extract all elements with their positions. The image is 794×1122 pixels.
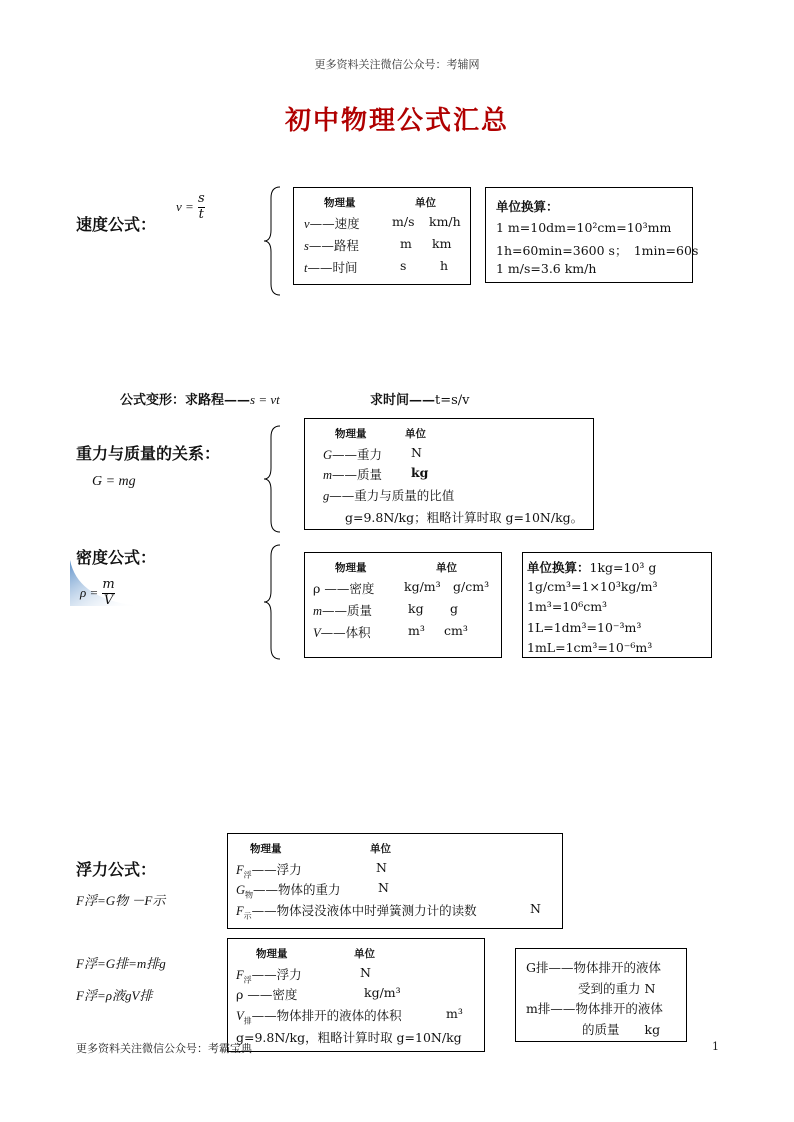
- density-row-unit: kg/m³: [404, 579, 441, 594]
- speed-deform-time: [370, 389, 470, 408]
- speed-header-unit: 单位: [415, 197, 436, 209]
- speed-formula-lhs: v =: [176, 198, 194, 214]
- density-row-unit: kg: [408, 601, 424, 616]
- density-conv-title: 单位换算：: [527, 560, 590, 575]
- page-number: 1: [712, 1040, 719, 1053]
- speed-row-unit: km/h: [429, 214, 461, 229]
- density-conv-line: 1g/cm³=1×10³kg/m³: [527, 579, 658, 594]
- speed-units-box: [293, 187, 471, 285]
- gravity-row-unit: N: [411, 445, 422, 460]
- speed-row-unit: m: [400, 236, 412, 251]
- speed-row-unit: s: [400, 258, 407, 273]
- deform-label: 公式变形：求路程——: [120, 393, 251, 408]
- density-units-box: [304, 552, 502, 658]
- density-row-unit: m³: [408, 623, 425, 638]
- buoyancy-side-line: 的质量 kg: [582, 1022, 661, 1037]
- density-conv-line: 1L=1dm³=10⁻³m³: [527, 620, 642, 635]
- buoyancy-side-line: m排——物体排开的液体: [526, 1001, 663, 1016]
- buoyancy1-header-unit: 单位: [370, 843, 391, 855]
- density-row: m——质量: [313, 603, 373, 618]
- speed-conv-line: 1 m=10dm=10²cm=10³mm: [496, 220, 672, 235]
- density-formula: [80, 578, 115, 609]
- buoyancy1-row-unit: N: [378, 880, 389, 895]
- gravity-header-unit: 单位: [405, 428, 426, 440]
- speed-row-unit: km: [432, 236, 452, 251]
- buoyancy-formula-1: F浮=G物 －F示: [76, 893, 166, 908]
- speed-brace: [262, 186, 282, 296]
- page-title: 初中物理公式汇总: [284, 106, 509, 136]
- density-header-qty: 物理量: [335, 562, 367, 574]
- gravity-formula: G = mg: [92, 474, 136, 489]
- density-formula-num: m: [102, 577, 115, 592]
- density-row-unit: cm³: [444, 623, 468, 638]
- gravity-note: g=9.8N/kg；粗略计算时取 g=10N/kg。: [345, 510, 584, 525]
- deform-time-formula: t=s/v: [435, 393, 470, 408]
- buoyancy2-row-unit: m³: [446, 1006, 463, 1021]
- deform-time-label: 求时间——: [370, 393, 436, 408]
- buoyancy1-row-unit: N: [530, 901, 541, 916]
- buoyancy-formula-3: F浮=ρ液gV排: [76, 988, 153, 1003]
- density-row-unit: g/cm³: [453, 579, 490, 594]
- density-conversion-box: [522, 552, 712, 658]
- gravity-row: g——重力与质量的比值: [323, 488, 455, 503]
- buoyancy2-row-unit: kg/m³: [364, 985, 401, 1000]
- density-header-unit: 单位: [436, 562, 457, 574]
- density-row: V——体积: [313, 625, 371, 640]
- speed-row: v——速度: [304, 216, 360, 231]
- speed-label: 速度公式：: [76, 215, 157, 234]
- speed-conv-line: 1 m/s=3.6 km/h: [496, 261, 597, 276]
- buoyancy-label: 浮力公式：: [76, 860, 157, 879]
- speed-formula-den: t: [198, 206, 204, 222]
- page-header: 更多资料关注微信公众号：考辅网: [314, 58, 480, 71]
- gravity-row: G——重力: [323, 447, 383, 462]
- speed-formula-num: s: [197, 191, 205, 206]
- density-conv-first: 1kg=10³ g: [589, 560, 657, 575]
- gravity-units-box: [304, 418, 594, 530]
- speed-header-qty: 物理量: [324, 197, 356, 209]
- buoyancy1-header-qty: 物理量: [250, 843, 282, 855]
- buoyancy1-row: $G_物——$物体的重力: [236, 882, 341, 900]
- speed-conversion-box: [485, 187, 699, 283]
- buoyancy2-row-unit: N: [360, 965, 371, 980]
- buoyancy2-header-unit: 单位: [354, 948, 375, 960]
- speed-row-unit: m/s: [392, 214, 415, 229]
- buoyancy-side-box: [515, 948, 687, 1042]
- deform-formula: s = vt: [250, 392, 280, 407]
- density-row-unit: g: [450, 601, 459, 616]
- buoyancy2-row: $F_浮——$浮力: [236, 967, 302, 985]
- buoyancy2-note: g=9.8N/kg，粗略计算时取 g=10N/kg: [236, 1030, 462, 1045]
- buoyancy-side-line: G排——物体排开的液体: [526, 960, 661, 975]
- speed-deform-line: [120, 389, 280, 408]
- gravity-brace: [262, 425, 282, 533]
- gravity-row: m——质量: [323, 467, 383, 482]
- speed-conv-line: 1h=60min=3600 s； 1min=60s: [496, 243, 699, 258]
- density-conv-title-line: [527, 558, 656, 576]
- buoyancy1-row: $F_浮——$浮力: [236, 862, 302, 880]
- density-brace: [262, 544, 282, 660]
- speed-formula: [176, 192, 205, 223]
- page-footer: 更多资料关注微信公众号：考霸宝典: [76, 1042, 252, 1055]
- gravity-row-unit: kg: [411, 465, 429, 480]
- speed-row: s——路程: [304, 238, 359, 253]
- buoyancy-units-box-1: [227, 833, 563, 929]
- density-formula-den: V: [103, 592, 114, 608]
- buoyancy1-row: $F_示——$物体浸没液体中时弹簧测力计的读数: [236, 903, 477, 921]
- buoyancy-units-box-2: [227, 938, 485, 1052]
- density-conv-line: 1m³=10⁶cm³: [527, 599, 608, 614]
- buoyancy2-header-qty: 物理量: [256, 948, 288, 960]
- density-formula-lhs: ρ =: [80, 584, 99, 600]
- buoyancy-side-line: 受到的重力 N: [578, 981, 656, 996]
- gravity-label: 重力与质量的关系：: [76, 444, 221, 463]
- buoyancy2-row: ρ ——密度: [236, 987, 298, 1002]
- density-row: ρ ——密度: [313, 581, 375, 596]
- speed-row: t——时间: [304, 260, 358, 275]
- density-conv-line: 1mL=1cm³=10⁻⁶m³: [527, 640, 653, 655]
- buoyancy2-row: $V_排——$物体排开的液体的体积: [236, 1008, 402, 1026]
- gravity-header-qty: 物理量: [335, 428, 367, 440]
- speed-conv-title: 单位换算：: [496, 199, 559, 214]
- buoyancy1-row-unit: N: [376, 860, 387, 875]
- density-label: 密度公式：: [76, 548, 157, 567]
- buoyancy-formula-2: F浮=G排=m排g: [76, 956, 166, 971]
- speed-row-unit: h: [440, 258, 449, 273]
